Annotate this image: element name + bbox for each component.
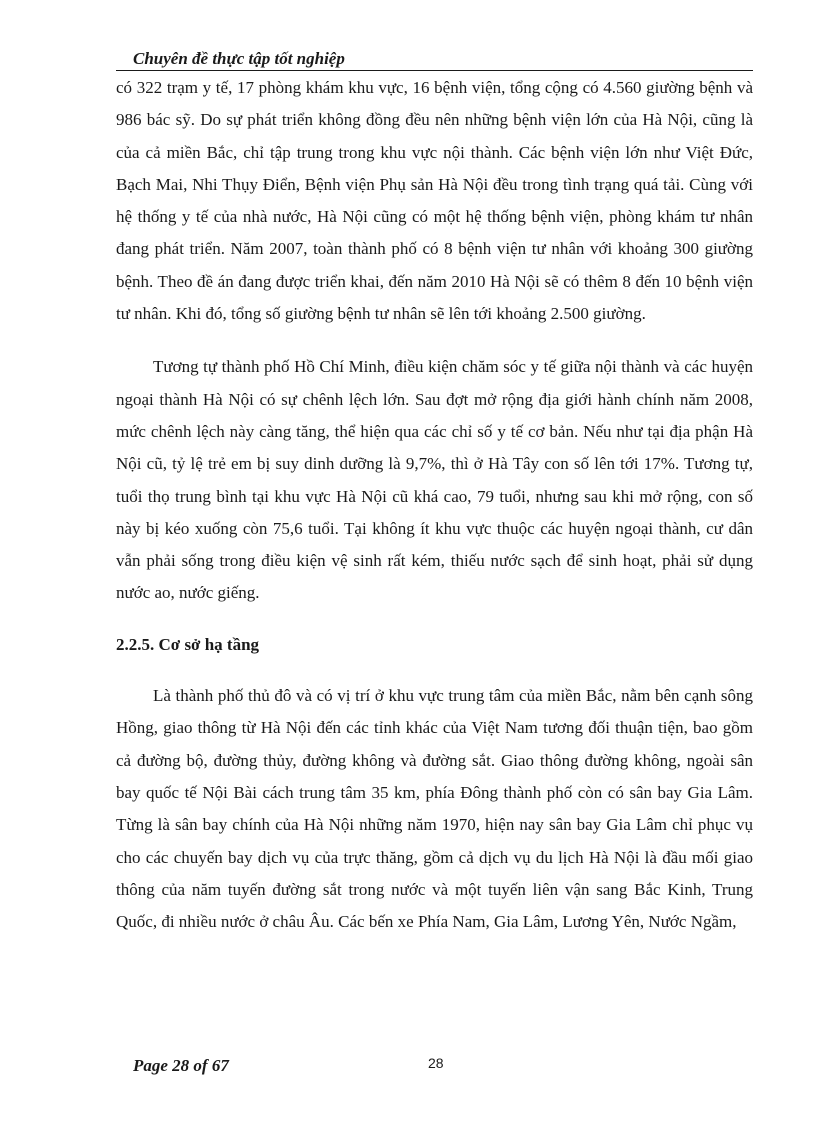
paragraph-healthcare-disparity: Tương tự thành phố Hồ Chí Minh, điều kiện chăm sóc y tế giữa nội thành và các huyện ngoại thành Hà Nội có sự chênh lệch lớn. Sau đợt mở rộng địa giới hành chính năm 2008, mức chênh lệch này càng tăng, thể hiện qua các chỉ số y tế cơ bản. Nếu như tại địa phận Hà Nội cũ, tỷ lệ trẻ em bị suy dinh dưỡng là 9,7%, thì ở Hà Tây con số lên tới 17%. Tương tự, tuổi thọ trung bình tại khu vực Hà Nội cũ khá cao, 79 tuổi, nhưng sau khi mở rộng, con số này bị kéo xuống còn 75,6 tuổi. Tại không ít khu vực thuộc các huyện ngoại thành, cư dân vẫn phải sống trong điều kiện vệ sinh rất kém, thiếu nước sạch để sinh hoạt, phải sử dụng nước ao, nước giếng.	[116, 357, 753, 603]
footer-page-number: 28	[428, 1055, 444, 1071]
section-spacer	[116, 661, 753, 680]
section-heading: 2.2.5. Cơ sở hạ tầng	[116, 634, 260, 654]
document-body	[116, 72, 753, 938]
header-divider	[116, 70, 753, 71]
paragraph-healthcare-facilities: có 322 trạm y tế, 17 phòng khám khu vực, 16 bệnh viện, tổng cộng có 4.560 giường bệnh và 986 bác sỹ. Do sự phát triển không đồng đều nên những bệnh viện lớn của Hà Nội, cũng là của cả miền Bắc, chỉ tập trung trong khu vực nội thành. Các bệnh viện lớn như Việt Đức, Bạch Mai, Nhi Thụy Điển, Bệnh viện Phụ sản Hà Nội đều trong tình trạng quá tải. Cùng với hệ thống y tế của nhà nước, Hà Nội cũng có một hệ thống bệnh viện, phòng khám tư nhân đang phát triển. Năm 2007, toàn thành phố có 8 bệnh viện tư nhân với khoảng 300 giường bệnh. Theo đề án đang được triển khai, đến năm 2010 Hà Nội sẽ có thêm 8 đến 10 bệnh viện tư nhân. Khi đó, tổng số giường bệnh tư nhân sẽ lên tới khoảng 2.500 giường.	[116, 78, 753, 324]
header-title: Chuyên đề thực tập tốt nghiệp	[133, 49, 345, 68]
paragraph-spacer	[116, 330, 753, 351]
section-spacer	[116, 610, 753, 629]
paragraph-infrastructure: Là thành phố thủ đô và có vị trí ở khu vực trung tâm của miền Bắc, nằm bên cạnh sông Hồng, giao thông từ Hà Nội đến các tỉnh khác của Việt Nam tương đối thuận tiện, bao gồm cả đường bộ, đường thủy, đường không và đường sắt. Giao thông đường không, ngoài sân bay quốc tế Nội Bài cách trung tâm 35 km, phía Đông thành phố còn có sân bay Gia Lâm. Từng là sân bay chính của Hà Nội những năm 1970, hiện nay sân bay Gia Lâm chỉ phục vụ cho các chuyến bay dịch vụ của trực thăng, gồm cả dịch vụ du lịch Hà Nội là đầu mối giao thông của năm tuyến đường sắt trong nước và một tuyến liên vận sang Bắc Kinh, Trung Quốc, đi nhiều nước ở châu Âu. Các bến xe Phía Nam, Gia Lâm, Lương Yên, Nước Ngầm,	[116, 686, 753, 932]
footer-page-label: Page 28 of 67	[133, 1056, 229, 1075]
